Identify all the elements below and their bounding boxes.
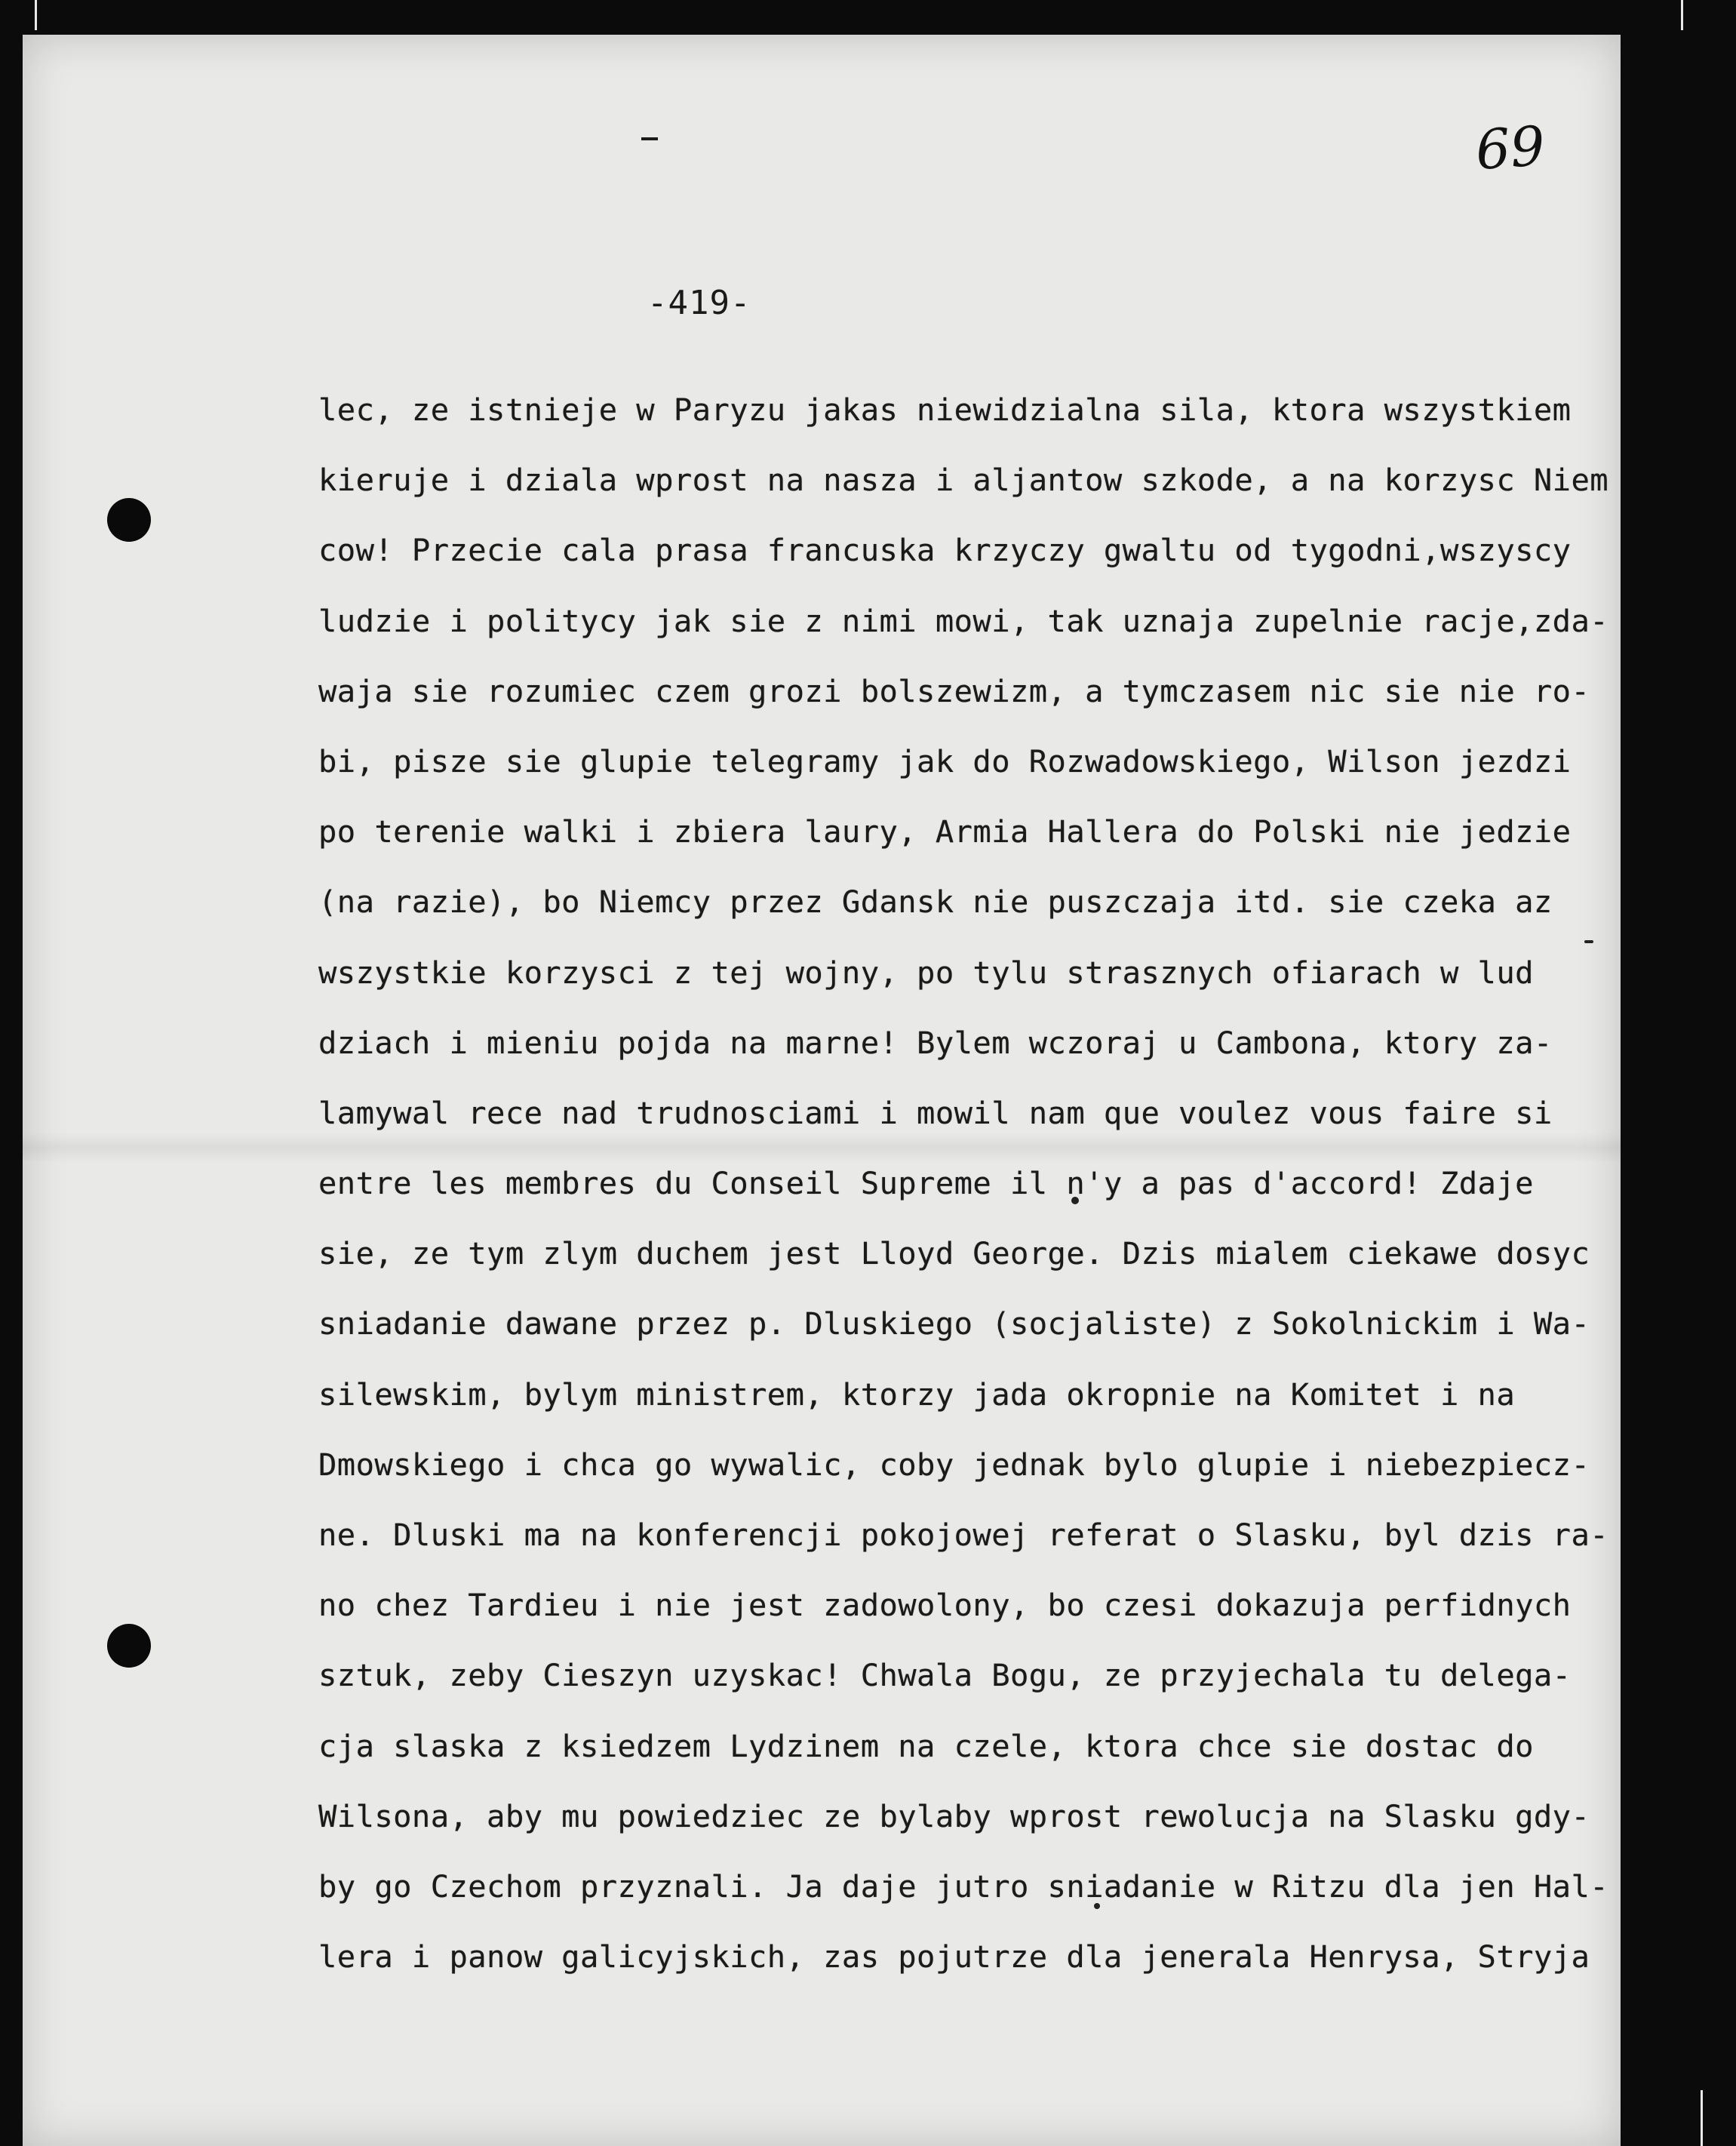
text-line: lec, ze istnieje w Paryzu jakas niewidzialna sila, ktora wszystkiem — [318, 392, 1572, 428]
text-line: cja slaska z ksiedzem Lydzinem na czele, ktora chce sie dostac do — [318, 1727, 1534, 1764]
punch-hole-bottom — [107, 1624, 151, 1668]
text-line: ludzie i politycy jak sie z nimi mowi, tak uznaja zupelnie racje,zda- — [318, 602, 1609, 639]
text-line: sniadanie dawane przez p. Dluskiego (socjaliste) z Sokolnickim i Wa- — [318, 1305, 1590, 1342]
film-edge-mark — [35, 0, 37, 30]
text-line: lera i panow galicyjskich, zas pojutrze dla jenerala Henrysa, Stryja — [318, 1938, 1590, 1975]
margin-dash-mark — [641, 137, 658, 140]
text-line: by go Czechom przyznali. Ja daje jutro sniadanie w Ritzu dla jen Hal- — [318, 1868, 1609, 1905]
text-line: wszystkie korzysci z tej wojny, po tylu strasznych ofiarach w lud — [318, 954, 1534, 991]
punch-hole-top — [107, 498, 151, 542]
text-line: no chez Tardieu i nie jest zadowolony, bo czesi dokazuja perfidnych — [318, 1587, 1572, 1624]
text-line: Wilsona, aby mu powiedziec ze bylaby wprost rewolucja na Slasku gdy- — [318, 1797, 1590, 1834]
film-edge-mark — [1701, 2090, 1703, 2146]
text-line: cow! Przecie cala prasa francuska krzyczy gwaltu od tygodni,wszyscy — [318, 532, 1572, 569]
text-line: ne. Dluski ma na konferencji pokojowej referat o Slasku, byl dzis ra- — [318, 1517, 1609, 1553]
text-line: Dmowskiego i chca go wywalic, coby jednak bylo glupie i niebezpiecz- — [318, 1446, 1590, 1483]
text-line: lamywal rece nad trudnosciami i mowil nam que voulez vous faire si — [318, 1094, 1553, 1131]
text-line: entre les membres du Conseil Supreme il n'y a pas d'accord! Zdaje — [318, 1165, 1534, 1202]
film-edge-mark — [1681, 0, 1683, 30]
text-line: sztuk, zeby Cieszyn uzyskac! Chwala Bogu, ze przyjechala tu delega- — [318, 1657, 1572, 1694]
folio-number: 69 — [1473, 113, 1547, 183]
text-line: waja sie rozumiec czem grozi bolszewizm, a tymczasem nic sie nie ro- — [318, 672, 1590, 709]
text-line: bi, pisze sie glupie telegramy jak do Rozwadowskiego, Wilson jezdzi — [318, 742, 1572, 779]
text-line: (na razie), bo Niemcy przez Gdansk nie puszczaja itd. sie czeka az — [318, 884, 1553, 921]
text-line: sie, ze tym zlym duchem jest Lloyd George. Dzis mialem ciekawe dosyc — [318, 1235, 1590, 1272]
text-line: po terenie walki i zbiera laury, Armia Hallera do Polski nie jedzie — [318, 813, 1572, 850]
page-number: -419- — [647, 284, 751, 322]
text-line: silewskim, bylym ministrem, ktorzy jada okropnie na Komitet i na — [318, 1376, 1516, 1413]
text-line: dziach i mieniu pojda na marne! Bylem wczoraj u Cambona, ktory za- — [318, 1024, 1553, 1061]
text-line: kieruje i dziala wprost na nasza i aljantow szkode, a na korzysc Niem — [318, 462, 1609, 499]
body-text — [318, 392, 1646, 2009]
